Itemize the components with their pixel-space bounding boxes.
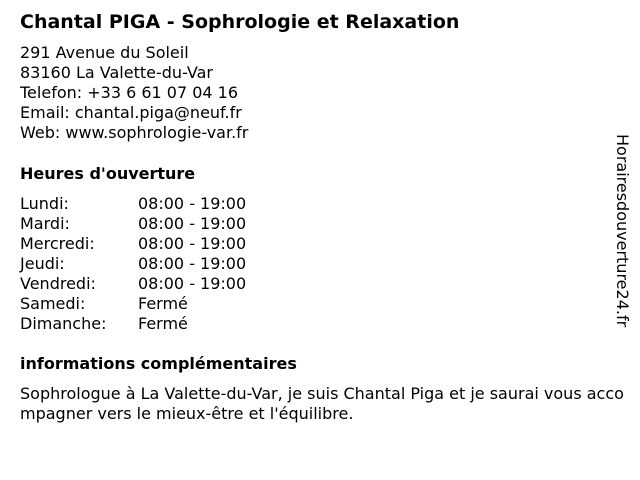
street-address: 291 Avenue du Soleil	[20, 43, 189, 62]
hours-table	[20, 194, 246, 334]
hours-row-jeudi	[20, 254, 246, 274]
phone-line: Telefon: +33 6 61 07 04 16	[20, 83, 239, 102]
page-title: Chantal PIGA - Sophrologie et Relaxation	[20, 11, 460, 33]
hours-day: Dimanche:	[20, 314, 107, 333]
hours-time: Fermé	[138, 314, 188, 333]
hours-time: 08:00 - 19:00	[138, 194, 247, 213]
hours-day: Vendredi:	[20, 274, 96, 293]
hours-row-mardi	[20, 214, 246, 234]
web-line: Web: www.sophrologie-var.fr	[20, 123, 249, 142]
hours-row-mercredi	[20, 234, 246, 254]
info-description: Sophrologue à La Valette-du-Var, je suis Chantal Piga et je saurai vous accompagner vers le mieux-être et l'équilibre.	[20, 384, 624, 423]
hours-heading: Heures d'ouverture	[20, 164, 196, 183]
hours-day: Mardi:	[20, 214, 70, 233]
hours-row-samedi	[20, 294, 246, 314]
hours-time: 08:00 - 19:00	[138, 254, 247, 273]
hours-time: 08:00 - 19:00	[138, 234, 247, 253]
city-address: 83160 La Valette-du-Var	[20, 63, 213, 82]
info-heading: informations complémentaires	[20, 354, 297, 373]
hours-day: Lundi:	[20, 194, 69, 213]
site-watermark: Horairesdouverture24.fr	[613, 134, 632, 328]
hours-day: Samedi:	[20, 294, 86, 313]
hours-day: Mercredi:	[20, 234, 95, 253]
hours-row-dimanche	[20, 314, 246, 334]
hours-time: 08:00 - 19:00	[138, 214, 247, 233]
hours-row-vendredi	[20, 274, 246, 294]
hours-day: Jeudi:	[20, 254, 65, 273]
hours-time: Fermé	[138, 294, 188, 313]
hours-row-lundi	[20, 194, 246, 214]
contact-block	[20, 43, 248, 143]
email-line: Email: chantal.piga@neuf.fr	[20, 103, 242, 122]
hours-time: 08:00 - 19:00	[138, 274, 247, 293]
